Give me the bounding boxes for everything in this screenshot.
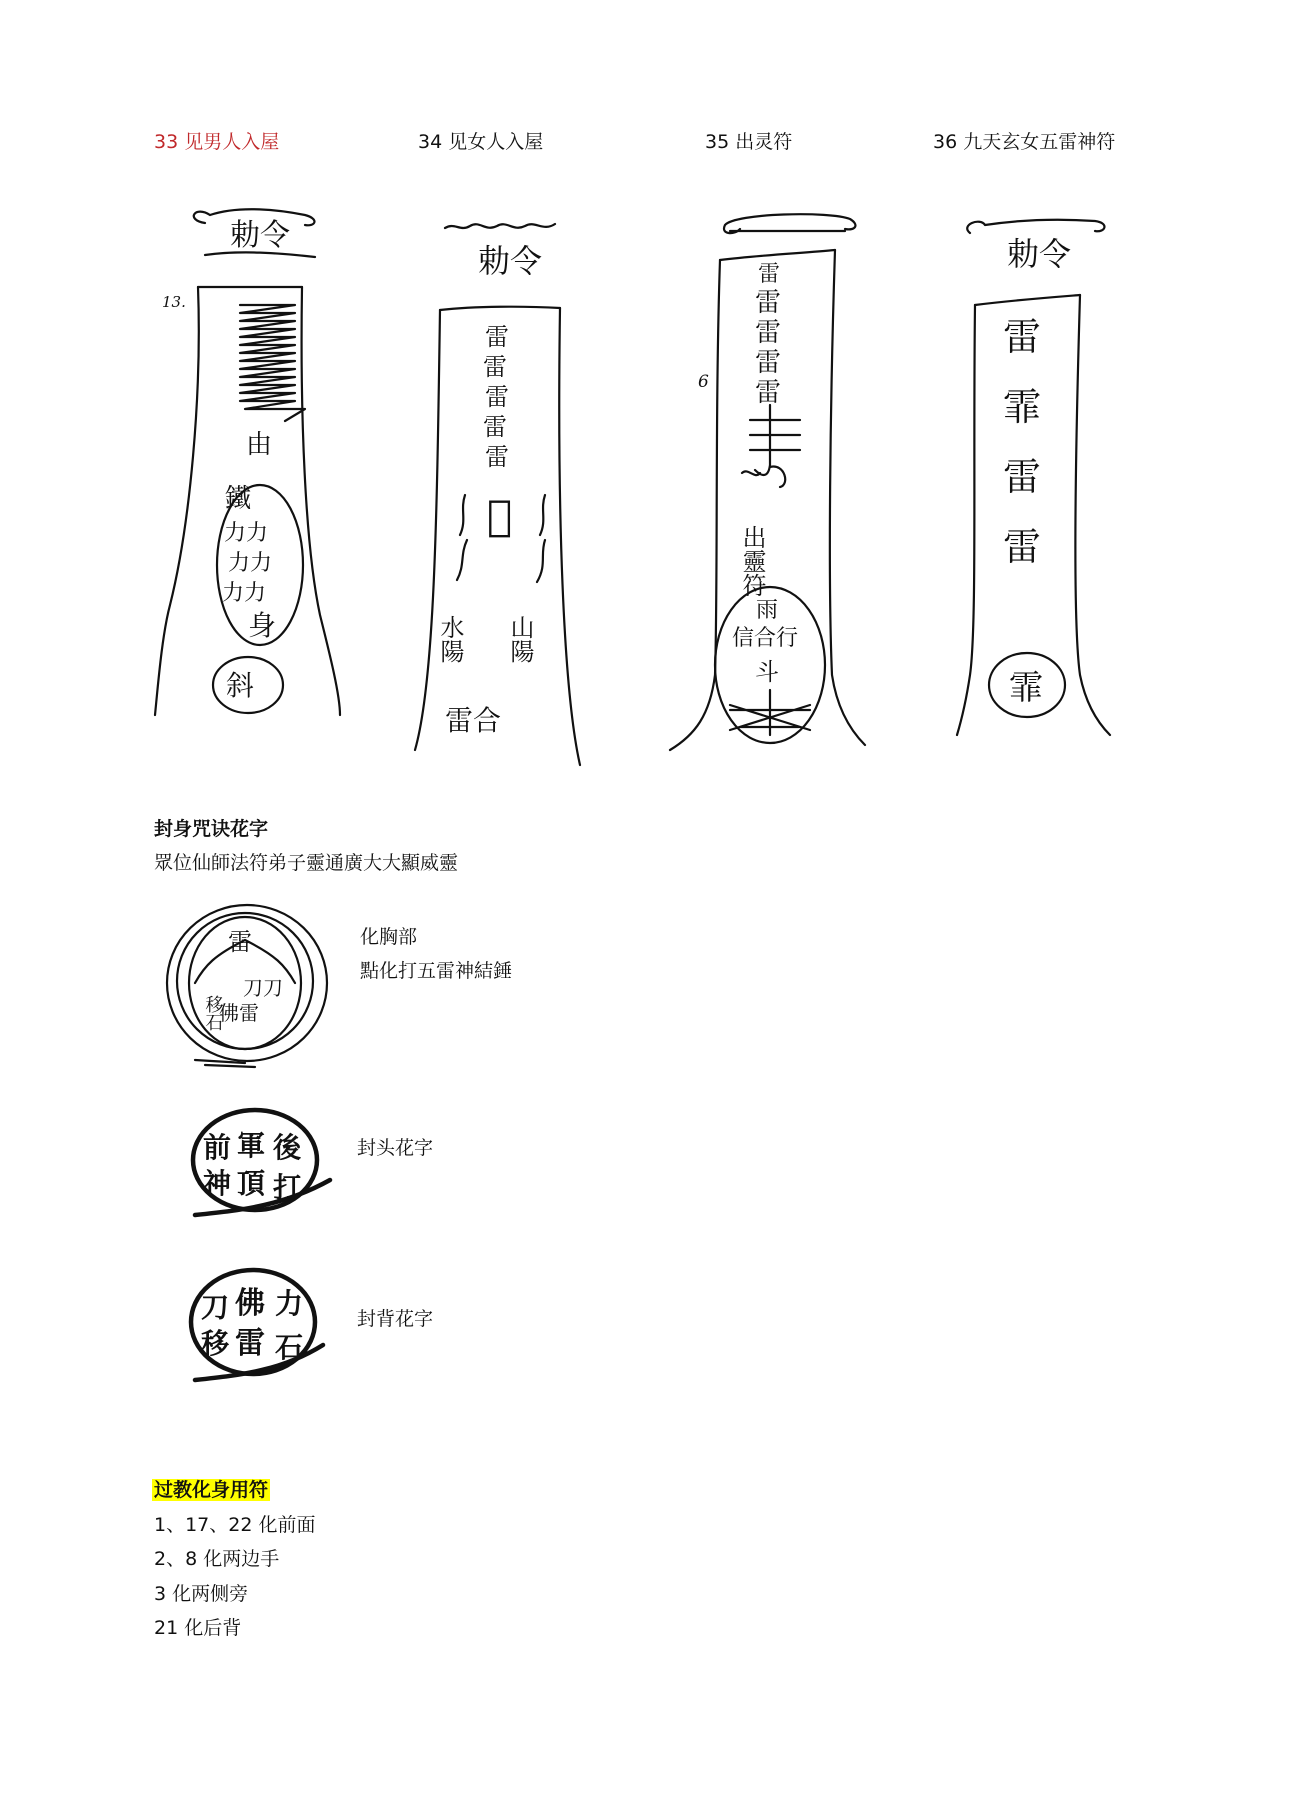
talisman-35-stack-4: 雷: [755, 348, 782, 378]
talisman-36-seal: 霏: [1009, 668, 1043, 708]
seal-back-glyph-5: 雷: [235, 1326, 265, 1361]
transform-line-3: 3 化两侧旁: [154, 1583, 249, 1605]
caption-talisman-33: 33 见男人入屋: [154, 131, 280, 153]
incantation-text: 眾位仙師法符弟子靈通廣大大顯威靈: [154, 852, 459, 874]
talisman-33-drawing: [150, 195, 350, 755]
seal-back-caption: 封背花字: [357, 1308, 434, 1330]
caption-talisman-36: 36 九天玄女五雷神符: [933, 131, 1116, 153]
talisman-33-line-3: 力力: [224, 521, 269, 546]
talisman-33-line-6: 身: [248, 609, 277, 642]
talisman-35-stack-1: 雷: [758, 262, 781, 287]
seal-head-glyph-2: 軍: [237, 1129, 266, 1162]
transform-line-4: 21 化后背: [154, 1617, 242, 1639]
seal-chest-glyph-3: 移石: [202, 995, 224, 1031]
talisman-34-left: 水陽: [436, 615, 464, 663]
talisman-35-mid: 出靈符: [738, 525, 766, 597]
talisman-33-seal: 斜: [226, 669, 255, 702]
seal-chest-glyph-4: 佛雷: [219, 1001, 259, 1025]
talisman-36-top: 勅令: [1007, 235, 1072, 273]
seal-head-caption: 封头花字: [357, 1137, 434, 1159]
seal-back-glyph-2: 佛: [235, 1286, 265, 1321]
talisman-34-bottom: 雷合: [445, 704, 502, 737]
talisman-34-top: 勅令: [478, 242, 543, 280]
talisman-35-stack-5: 雷: [755, 378, 782, 408]
talisman-36-stack-3: 雷: [1003, 455, 1042, 499]
seal-back-glyph-1: 刀: [201, 1291, 230, 1324]
talisman-33-number: 13.: [162, 293, 186, 311]
talisman-34-stack-3: 雷: [485, 383, 509, 411]
talisman-33-line-2: 鐵: [225, 484, 252, 514]
seal-chest-caption-1: 化胸部: [360, 926, 418, 948]
talisman-33-line-5: 力力: [222, 581, 267, 606]
talisman-34-stack-4: 雷: [483, 413, 507, 441]
seal-chest-drawing: [165, 895, 335, 1075]
seal-head-drawing: [185, 1105, 335, 1225]
seal-head-glyph-1: 前: [203, 1131, 232, 1164]
seal-head-glyph-6: 打: [273, 1171, 302, 1204]
talisman-35-stack-3: 雷: [755, 318, 782, 348]
talisman-35-seal-top: 雨: [756, 598, 779, 623]
seal-back-glyph-4: 移: [201, 1327, 230, 1360]
talisman-36-drawing: [945, 205, 1125, 745]
seal-back-glyph-6: 石: [275, 1331, 304, 1364]
seal-chest-glyph-2: 刀刀: [243, 976, 283, 1000]
transform-line-1: 1、17、22 化前面: [154, 1514, 316, 1536]
section-heading-transform-talismans: [152, 1475, 270, 1502]
talisman-34-drawing: [405, 210, 585, 780]
talisman-33-top: 勅令: [230, 218, 290, 253]
talisman-36-stack-1: 雷: [1003, 315, 1042, 359]
talisman-33-line-4: 力力: [228, 551, 273, 576]
talisman-35-drawing: [660, 205, 870, 785]
section-heading-seal-incantation: 封身咒诀花字: [154, 818, 269, 840]
talisman-34-stack-2: 雷: [483, 353, 507, 381]
seal-back-drawing: [183, 1265, 333, 1390]
seal-chest-glyph-1: 雷: [228, 928, 252, 956]
talisman-34-stack-1: 雷: [485, 323, 509, 351]
talisman-35-number: 6: [698, 372, 709, 392]
seal-back-glyph-3: 力: [275, 1287, 304, 1320]
talisman-33-line-1: 由: [246, 430, 273, 460]
talisman-36-stack-2: 霏: [1003, 385, 1042, 429]
talisman-36-stack-4: 雷: [1003, 525, 1042, 569]
talisman-35-seal-low: 斗: [755, 658, 779, 686]
talisman-34-right: 山陽: [506, 615, 534, 663]
transform-line-2: 2、8 化两边手: [154, 1548, 280, 1570]
talisman-35-stack-2: 雷: [755, 288, 782, 318]
caption-talisman-35: 35 出灵符: [705, 131, 793, 153]
seal-chest-caption-2: 點化打五雷神結錘: [360, 960, 513, 982]
seal-head-glyph-3: 後: [273, 1131, 302, 1164]
talisman-35-seal-mid: 信合行: [732, 626, 799, 651]
seal-head-glyph-5: 頂: [237, 1167, 266, 1200]
caption-talisman-34: 34 见女人入屋: [418, 131, 544, 153]
seal-head-glyph-4: 神: [203, 1167, 232, 1200]
highlighted-heading: 过教化身用符: [154, 1479, 269, 1501]
talisman-34-stack-5: 雷: [485, 443, 509, 471]
talisman-34-mid: 𬂔: [487, 491, 513, 540]
